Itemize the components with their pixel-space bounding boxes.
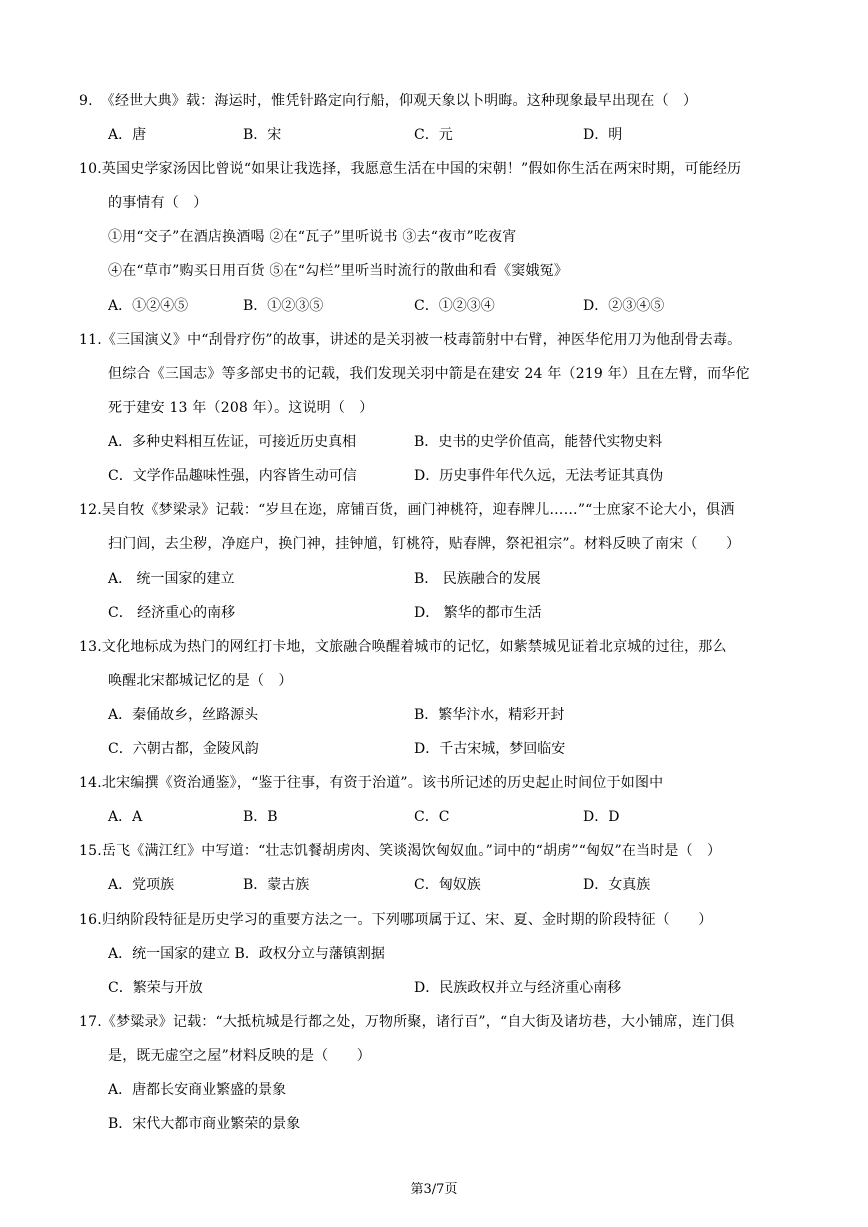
- question-text: 文化地标成为热门的网红打卡地，文旅融合唤醒着城市的记忆，如紫禁城见证着北京城的过往，那么: [101, 639, 727, 655]
- question-text: 归纳阶段特征是历史学习的重要方法之一。下列哪项属于辽、宋、夏、金时期的阶段特征（ ）: [101, 912, 713, 928]
- question-11: [79, 330, 741, 350]
- question-number: 15.: [79, 843, 102, 859]
- question-13: [79, 637, 727, 657]
- question-16: [79, 910, 712, 930]
- option-b: B．繁华汴水，精彩开封: [414, 707, 565, 723]
- option-b: B．宋: [243, 127, 282, 143]
- statement-line: ①用“交子”在酒店换酒喝 ②在“瓦子”里听说书 ③去“夜市”吃夜宵: [108, 229, 517, 245]
- question-number: 9.: [79, 93, 93, 109]
- option-a: A．党项族: [108, 877, 175, 893]
- question-text: 英国史学家汤因比曾说“如果让我选择，我愿意生活在中国的宋朝！”假如你生活在两宋时期，可能经历: [101, 161, 742, 177]
- question-12: [79, 500, 735, 520]
- option-c: C．C: [414, 809, 450, 825]
- question-text: 《三国演义》中“刮骨疗伤”的故事，讲述的是关羽被一枝毒箭射中右臂，神医华佗用刀为他刮骨去毒。: [101, 332, 742, 348]
- option-c: C．元: [414, 127, 453, 143]
- option-d: D．D: [583, 809, 620, 825]
- option-b: B． 民族融合的发展: [414, 571, 541, 587]
- question-number: 10.: [79, 161, 102, 177]
- question-text-line: 是，既无虚空之屋”材料反映的是（ ）: [108, 1048, 371, 1064]
- option-a: A．①②④⑤: [108, 298, 189, 314]
- option-c: C． 经济重心的南移: [108, 605, 236, 621]
- question-text-line: 但综合《三国志》等多部史书的记载，我们发现关羽中箭是在建安 24 年（219 年）且在左臂，而华佗: [108, 366, 750, 382]
- option-c: C．匈奴族: [414, 877, 481, 893]
- question-15: [79, 841, 721, 861]
- question-text: 北宋编撰《资治通鉴》，“鉴于往事，有资于治道”。该书所记述的历史起止时间位于如图中: [101, 775, 664, 791]
- question-17: [79, 1012, 735, 1032]
- option-a: A． 统一国家的建立: [108, 571, 235, 587]
- question-9: [79, 91, 697, 111]
- question-text: 《经世大典》载：海运时，惟凭针路定向行船，仰观天象以卜明晦。这种现象最早出现在（ ）: [100, 93, 698, 109]
- option-a: A．多种史料相互佐证，可接近历史真相: [108, 434, 357, 450]
- option-d: D．历史事件年代久远，无法考证其真伪: [414, 468, 664, 484]
- option-d: D．民族政权并立与经济重心南移: [414, 980, 622, 996]
- option-c: C．文学作品趣味性强，内容皆生动可信: [108, 468, 357, 484]
- question-text: 岳飞《满江红》中写道：“壮志饥餐胡虏肉、笑谈渴饮匈奴血。”词中的“胡虏”“匈奴”在当时是（ ）: [101, 843, 722, 859]
- option-b: B．蒙古族: [243, 877, 310, 893]
- question-number: 12.: [79, 502, 102, 518]
- question-number: 14.: [79, 775, 102, 791]
- page-footer: 第3/7页: [410, 1182, 458, 1197]
- question-text-line: 的事情有（ ）: [108, 195, 208, 211]
- question-number: 17.: [79, 1014, 102, 1030]
- question-text-line: 扫门闾，去尘秽，净庭户，换门神，挂钟馗，钉桃符，贴春牌，祭祀祖宗”。材料反映了南宋（ ）: [108, 536, 741, 552]
- statement-line: ④在“草市”购买日用百货 ⑤在“勾栏”里听当时流行的散曲和看《窦娥冤》: [108, 263, 569, 279]
- option-c: C．①②③④: [414, 298, 495, 314]
- option-d: D． 繁华的都市生活: [414, 605, 542, 621]
- question-number: 16.: [79, 912, 102, 928]
- question-10: [79, 159, 741, 179]
- option-d: D．②③④⑤: [583, 298, 665, 314]
- option-d: D．千古宋城，梦回临安: [414, 741, 566, 757]
- question-number: 11.: [79, 332, 102, 348]
- option-b: B．史书的史学价值高，能替代实物史料: [414, 434, 663, 450]
- question-14: [79, 773, 663, 793]
- option-d: D．女真族: [583, 877, 651, 893]
- option-c: C．繁荣与开放: [108, 980, 203, 996]
- option-d: D．明: [583, 127, 623, 143]
- option-a: A．唐都长安商业繁盛的景象: [108, 1082, 287, 1098]
- option-c: C．六朝古都，金陵风韵: [108, 741, 259, 757]
- option-a: A．秦俑故乡，丝路源头: [108, 707, 259, 723]
- option-a-b: A．统一国家的建立 B．政权分立与藩镇割据: [108, 946, 385, 962]
- question-text: 《梦粱录》记载：“大抵杭城是行都之处，万物所聚，诸行百”，“自大街及诸坊巷，大小铺席，连门俱: [101, 1014, 735, 1030]
- option-a: A．唐: [108, 127, 147, 143]
- question-number: 13.: [79, 639, 102, 655]
- question-text: 吴自牧《梦梁录》记载：“岁旦在迩，席铺百货，画门神桃符，迎春牌儿……”“士庶家不论大小，俱洒: [101, 502, 735, 518]
- question-text-line: 唤醒北宋都城记忆的是（ ）: [108, 673, 293, 689]
- option-b: B．①②③⑤: [243, 298, 324, 314]
- option-b: B．宋代大都市商业繁荣的景象: [108, 1116, 301, 1132]
- option-b: B．B: [243, 809, 278, 825]
- question-text-line: 死于建安 13 年（208 年）。这说明（ ）: [108, 400, 374, 416]
- option-a: A．A: [108, 809, 143, 825]
